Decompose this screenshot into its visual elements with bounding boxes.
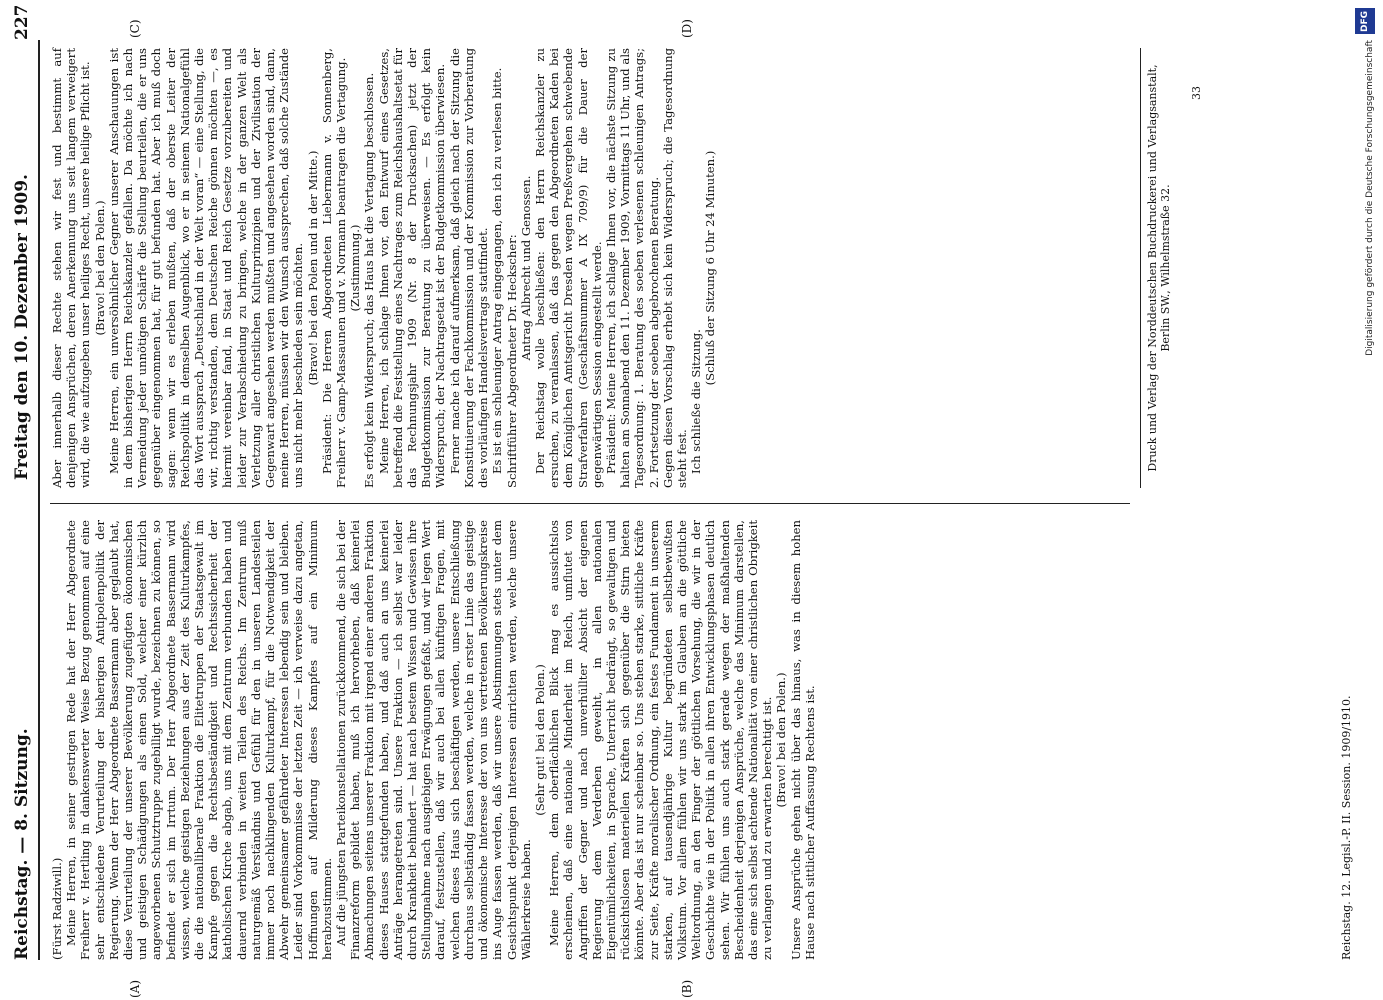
paragraph: Ich schließe die Sitzung. — [689, 329, 704, 474]
header-rule — [38, 40, 40, 960]
header-left: Reichstag. — 8. Sitzung. — [12, 728, 32, 960]
margin-mark-a: (A) — [128, 979, 142, 998]
margin-mark-c: (C) — [128, 19, 142, 38]
right-column — [50, 48, 718, 488]
paragraph: (Bravo! bei den Polen und in der Mitte.) — [305, 150, 320, 386]
paragraph: (Fürst Radziwill.) — [50, 857, 64, 960]
paragraph: Präsident: Meine Herren, ich schlage Ihnen vor, die nächste Sitzung zu halten am Sonnabend den 11. Dezember 1909, Vormittags 11 Uhr, und als Tagesordnung: 1. Beratung des soeben verlesenen schleunigen Antrags; 2. Fortsetzung der soeben abgebrochenen Beratung. — [603, 48, 661, 488]
paragraph: (Bravo! bei den Polen.) — [774, 672, 789, 808]
header-center: Freitag den 10. Dezember 1909. — [12, 174, 32, 480]
paragraph: Auf die jüngsten Parteikonstellationen zurückkommend, die sich bei der Finanzreform gebildet haben, muß ich hervorheben, daß keinerlei Abmachungen seitens unserer Fraktion mit irgend einer anderen Fraktion dieses Hauses stattgefunden haben, und daß auch an uns keinerlei Anträge herangetreten sind. Unsere Fraktion — ich selbst war leider durch Krankheit behindert — hat nach bestem Wissen und Gewissen ihre Stellungnahme nach ausgiebigen Erwägungen gefaßt, und wir legen Wert darauf, festzustellen, daß wir auch bei allen künftigen Fragen, mit welchen dieses Haus sich beschäftigen werden, unsere Entschließung durchaus selbständig fassen werden, welche in erster Linie das geistige und ökonomische Interesse der von uns vertretenen Bevölkerungskreise ins Auge fassen werden, daß wir unsere Abstimmungen stets unter dem Gesichtspunkt derjenigen Interessen einrichten werden, welche unsere Wählerkreise haben. — [334, 520, 533, 960]
paragraph: Meine Herren, dem oberflächlichen Blick mag es aussichtslos erscheinen, daß eine nationale Minderheit im Reich, umflutet von Angriffen der Gegner und nach unverhüllter Absicht der eigenen Regierung dem Verderben geweiht, in allen nationalen Eigentümlichkeiten, in Sprache, Unterricht bedrängt, so gewaltigen und rücksichtslosen materiellen Kräften sich gegenüber die Stirn bieten könnte. Aber das ist nur scheinbar so. Uns stehen starke, sittliche Kräfte zur Seite, Kräfte moralischer Ordnung, ein festes Fundament in unserem starken, auf tausendjährige Kultur begründeten selbstbewußten Volkstum. Vor allem fühlen wir uns stark im Glauben an die göttliche Weltordnung, an den Finger der göttlichen Vorsehung, die wir in der Geschichte wie in der Politik in allen ihren Entwicklungsphasen deutlich sehen. Wir fühlen uns auch stark gerade wegen der maßhaltenden Bescheidenheit derjenigen Ansprüche, welche das Minimum darstellen, das eine sich selbst achtende Nationalität von einer christlichen Obrigkeit zu verlangen und zu erwarten berechtigt ist. — [547, 520, 775, 960]
digitization-note: Digitalisierung gefördert durch die Deutsche Forschungsgemeinschaft — [1365, 40, 1375, 356]
paragraph: Meine Herren, ich schlage Ihnen vor, den Entwurf eines Gesetzes, betreffend die Feststellung eines Nachtrages zum Reichshaushaltsetat für das Rechnungsjahr 1909 (Nr. 8 der Drucksachen) jetzt der Budgetkommission zur Beratung zu überweisen. — Es erfolgt kein Widerspruch; der Nachtragsetat ist der Budgetkommission überwiesen. — [376, 48, 448, 488]
footer-left: Reichstag. 12. Legisl.-P. II. Session. 1909/1910. — [1340, 695, 1353, 960]
paragraph: Präsident: Die Herren Abgeordneten Liebermann v. Sonnenberg, Freiherr v. Gamp-Massaunen und v. Normann beantragen die Vertagung. — [319, 48, 349, 488]
column-divider — [50, 503, 1130, 504]
margin-mark-d: (D) — [680, 19, 694, 38]
printer-note: Druck und Verlag der Norddeutschen Buchdruckerei und Verlagsanstalt, Berlin SW., Wilhelmstraße 32. — [1146, 64, 1172, 472]
dfg-logo: DFG — [1355, 8, 1375, 34]
paragraph: (Bravo! bei den Polen.) — [92, 200, 107, 336]
paragraph: (Zustimmung.) — [348, 224, 363, 312]
paragraph: Es erfolgt kein Widerspruch; das Haus hat die Vertagung beschlossen. — [362, 72, 377, 488]
paragraph: Der Reichstag wolle beschließen: den Herrn Reichskanzler zu ersuchen, zu veranlassen, daß das gegen den Abgeordneten Kaden bei dem Königlichen Amtsgericht Dresden wegen Preßvergehen schwebende Strafverfahren (Geschäftsnummer A IX 709/9) für die Dauer der gegenwärtigen Session eingestellt werde. — [532, 48, 604, 488]
page-number: 227 — [12, 4, 32, 40]
paragraph: Gegen diesen Vorschlag erhebt sich kein Widerspruch; die Tagesordnung steht fest. — [660, 48, 689, 488]
paragraph: Schriftführer Abgeordneter Dr. Heckscher: — [504, 234, 519, 488]
paragraph: (Sehr gut! bei den Polen.) — [532, 664, 547, 816]
paragraph: Unsere Ansprüche gehen nicht über das hinaus, was in diesem hohen Hause nach sittlicher Auffassung Rechtens ist. — [788, 520, 817, 960]
sheet-number: 33 — [1190, 86, 1203, 100]
footer-rule — [1140, 48, 1141, 488]
left-column — [50, 520, 817, 960]
paragraph: Es ist ein schleuniger Antrag eingegangen, den ich zu verlesen bitte. — [490, 67, 505, 474]
margin-mark-b: (B) — [680, 979, 694, 998]
paragraph: (Schluß der Sitzung 6 Uhr 24 Minuten.) — [703, 150, 718, 386]
paragraph: Meine Herren, ein unversöhnlicher Gegner unserer Anschauungen ist in dem bisherigen Herrn Reichskanzler gefallen. Da möchte ich nach Vermeidung jeder unnötigen Schärfe die Stellung beurteilen, die er uns gegenüber eingenommen hat, für gut befunden hat. Aber ich muß doch sagen: wenn wir es erleben mußten, daß der oberste Leiter der Reichspolitik in demselben Augenblick, wo er in seinem Nationalgefühl das Wort aussprach „Deutschland in der Welt voran“ — eine Stellung, die wir, richtig verstanden, dem Deutschen Reiche gönnen möchten —, es hiermit vereinbar fand, in Staat und Reich Gesetze vorzubereiten und leider zur Verabschiedung zu bringen, welche in der ganzen Welt als Verletzung aller christlichen Kulturprinzipien und der Zivilisation der Gegenwart angesehen werden mußten und angesehen worden sind, dann, meine Herren, müssen wir den Wunsch aussprechen, daß solche Zustände uns nicht mehr beschieden sein möchten. — [106, 48, 306, 488]
paragraph: Aber innerhalb dieser Rechte stehen wir fest und bestimmt auf denjenigen Ansprüchen, deren Anerkennung uns seit langem verweigert wird, die wie aufzugeben unser heiliges Recht, unsere heilige Pflicht ist. — [50, 48, 93, 488]
paragraph: Antrag Albrecht und Genossen. — [518, 175, 533, 361]
paragraph: Ferner mache ich darauf aufmerksam, daß gleich nach der Sitzung die Konstituierung der Fachkommission und der Kommission zur Vorberatung des vorläufigen Handelsvertrags stattfindet. — [447, 48, 491, 488]
paragraph: Meine Herren, in seiner gestrigen Rede hat der Herr Abgeordnete Freiherr v. Hertling in dankenswerter Weise Bezug genommen auf eine sehr entschiedene Verurteilung der bisherigen Antipolenpolitik der Regierung. Wenn der Herr Abgeordnete Bassermann aber geglaubt hat, diese Verurteilung der unserer Bevölkerung zugefügten ökonomischen und geistigen Schädigungen als einen Sold, welcher einer kürzlich angeworbenen Schutztruppe zugebilligt wurde, bezeichnen zu können, so befindet er sich im Irrtum. Der Herr Abgeordnete Bassermann wird wissen, welche geistigen Beziehungen aus der Zeit des Kulturkampfes, die die nationalliberale Fraktion die Elitetruppen der Staatsgewalt im Kampfe gegen die Rechtsbeständigkeit und Rechtssicherheit der katholischen Kirche abgab, uns mit dem Zentrum verbunden haben und dauernd verbinden in weiten Teilen des Reichs. Im Zentrum muß naturgemäß Verständnis und Gefühl für den in unseren Landesteilen immer noch nachklingenden Kulturkampf, für die Notwendigkeit der Abwehr gemeinsamer gefährdeter Interessen lebendig sein und bleiben. Leider sind Vorkommnisse der letzten Zeit — ich verweise dazu angetan, Hoffnungen auf Milderung dieses Kampfes auf ein Minimum herabzustimmen. — [64, 520, 334, 960]
